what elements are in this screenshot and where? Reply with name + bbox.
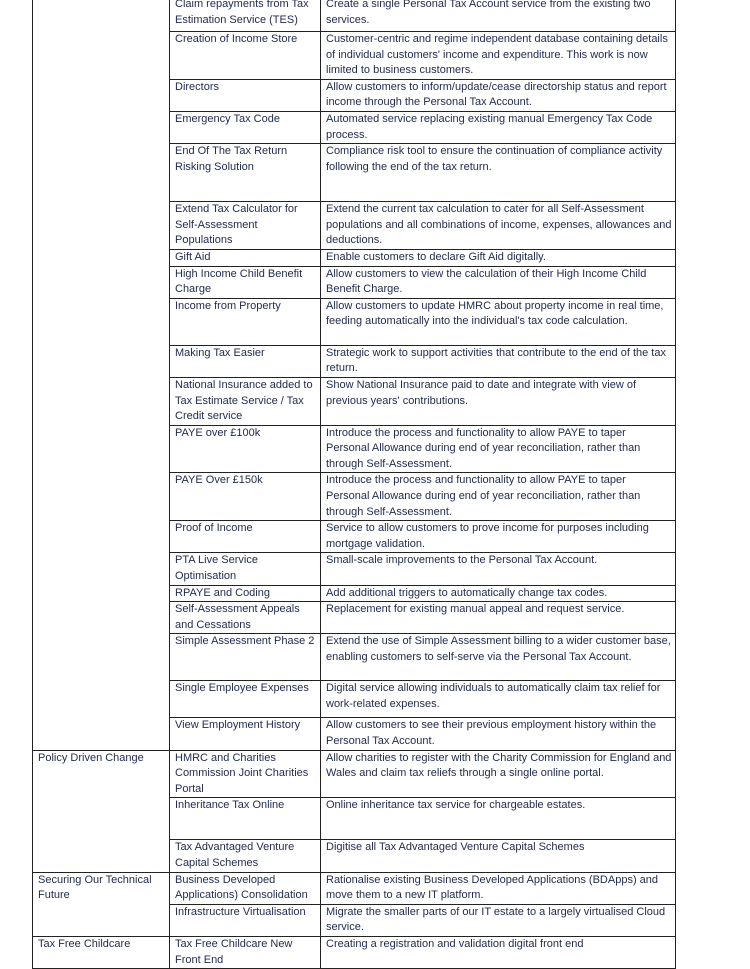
- project-name: Single Employee Expenses: [170, 681, 321, 718]
- project-description: Enable customers to declare Gift Aid digitally.: [321, 249, 676, 266]
- project-description: Digital service allowing individuals to automatically claim tax relief for work-related expenses.: [321, 681, 676, 718]
- project-table: [32, 0, 676, 969]
- project-description: Introduce the process and functionality to allow PAYE to taper Personal Allowance during end of year reconciliation, rather than through Self-Assessment.: [321, 473, 676, 521]
- project-name: Tax Free Childcare New Front End: [170, 936, 321, 968]
- project-description: Online inheritance tax service for chargeable estates.: [321, 798, 676, 840]
- project-name: Income from Property: [170, 298, 321, 345]
- project-description: Extend the current tax calculation to cater for all Self-Assessment populations and all combinations of income, expenses, allowances and deductions.: [321, 202, 676, 250]
- project-description: Compliance risk tool to ensure the continuation of compliance activity following the end of the tax return.: [321, 144, 676, 202]
- project-name: Directors: [170, 79, 321, 111]
- project-description: Service to allow customers to prove income for purposes including mortgage validation.: [321, 521, 676, 553]
- project-name: HMRC and Charities Commission Joint Charities Portal: [170, 750, 321, 798]
- table-row: [33, 750, 676, 798]
- group-cell-tax-free-childcare: Tax Free Childcare: [33, 936, 170, 968]
- project-description: Allow customers to view the calculation of their High Income Child Benefit Charge.: [321, 266, 676, 298]
- project-description: Small-scale improvements to the Personal Tax Account.: [321, 553, 676, 585]
- project-description: Migrate the smaller parts of our IT estate to a largely virtualised Cloud service.: [321, 904, 676, 936]
- project-name: End Of The Tax Return Risking Solution: [170, 144, 321, 202]
- project-name: Simple Assessment Phase 2: [170, 634, 321, 681]
- project-name: Extend Tax Calculator for Self-Assessment Populations: [170, 202, 321, 250]
- table-row: [33, 936, 676, 968]
- project-name: Self-Assessment Appeals and Cessations: [170, 602, 321, 634]
- project-description: Introduce the process and functionality to allow PAYE to taper Personal Allowance during end of year reconciliation, rather than through Self-Assessment.: [321, 425, 676, 473]
- project-description: Allow customers to update HMRC about property income in real time, feeding automatically into the individual's tax code calculation.: [321, 298, 676, 345]
- project-description: Creating a registration and validation digital front end: [321, 936, 676, 968]
- project-description: Extend the use of Simple Assessment billing to a wider customer base, enabling customers to self-serve via the Personal Tax Account.: [321, 634, 676, 681]
- project-name: Gift Aid: [170, 249, 321, 266]
- table-row: [33, 0, 676, 32]
- project-description: Show National Insurance paid to date and integrate with view of previous years' contributions.: [321, 377, 676, 425]
- project-name: PTA Live Service Optimisation: [170, 553, 321, 585]
- project-description: Customer-centric and regime independent database containing details of individual customers' income and expenditure. This work is now limited to business customers.: [321, 32, 676, 80]
- project-description: Add additional triggers to automatically change tax codes.: [321, 585, 676, 602]
- project-name: National Insurance added to Tax Estimate Service / Tax Credit service: [170, 377, 321, 425]
- project-description: Digitise all Tax Advantaged Venture Capital Schemes: [321, 840, 676, 872]
- project-description: Strategic work to support activities that contribute to the end of the tax return.: [321, 345, 676, 377]
- project-name: Tax Advantaged Venture Capital Schemes: [170, 840, 321, 872]
- project-name: PAYE over £100k: [170, 425, 321, 473]
- project-description: Allow customers to see their previous employment history within the Personal Tax Account.: [321, 718, 676, 750]
- project-name: RPAYE and Coding: [170, 585, 321, 602]
- group-cell-policy-driven-change: Policy Driven Change: [33, 750, 170, 872]
- project-name: Infrastructure Virtualisation: [170, 904, 321, 936]
- project-name: View Employment History: [170, 718, 321, 750]
- table-row: [33, 872, 676, 904]
- project-description: Rationalise existing Business Developed Applications (BDApps) and move them to a new IT platform.: [321, 872, 676, 904]
- project-description: Allow charities to register with the Charity Commission for England and Wales and claim tax reliefs through a single online portal.: [321, 750, 676, 798]
- project-name: PAYE Over £150k: [170, 473, 321, 521]
- project-name: Business Developed Applications) Consolidation: [170, 872, 321, 904]
- project-description: Create a single Personal Tax Account service from the existing two services.: [321, 0, 676, 32]
- project-name: Proof of Income: [170, 521, 321, 553]
- project-description: Automated service replacing existing manual Emergency Tax Code process.: [321, 111, 676, 143]
- group-cell-securing-our-technical-future: Securing Our Technical Future: [33, 872, 170, 936]
- project-description: Allow customers to inform/update/cease directorship status and report income through the Personal Tax Account.: [321, 79, 676, 111]
- project-name: High Income Child Benefit Charge: [170, 266, 321, 298]
- project-name: Creation of Income Store: [170, 32, 321, 80]
- project-name: Claim repayments from Tax Estimation Service (TES): [170, 0, 321, 32]
- project-description: Replacement for existing manual appeal and request service.: [321, 602, 676, 634]
- project-name: Inheritance Tax Online: [170, 798, 321, 840]
- project-name: Making Tax Easier: [170, 345, 321, 377]
- project-name: Emergency Tax Code: [170, 111, 321, 143]
- group-cell: [33, 0, 170, 750]
